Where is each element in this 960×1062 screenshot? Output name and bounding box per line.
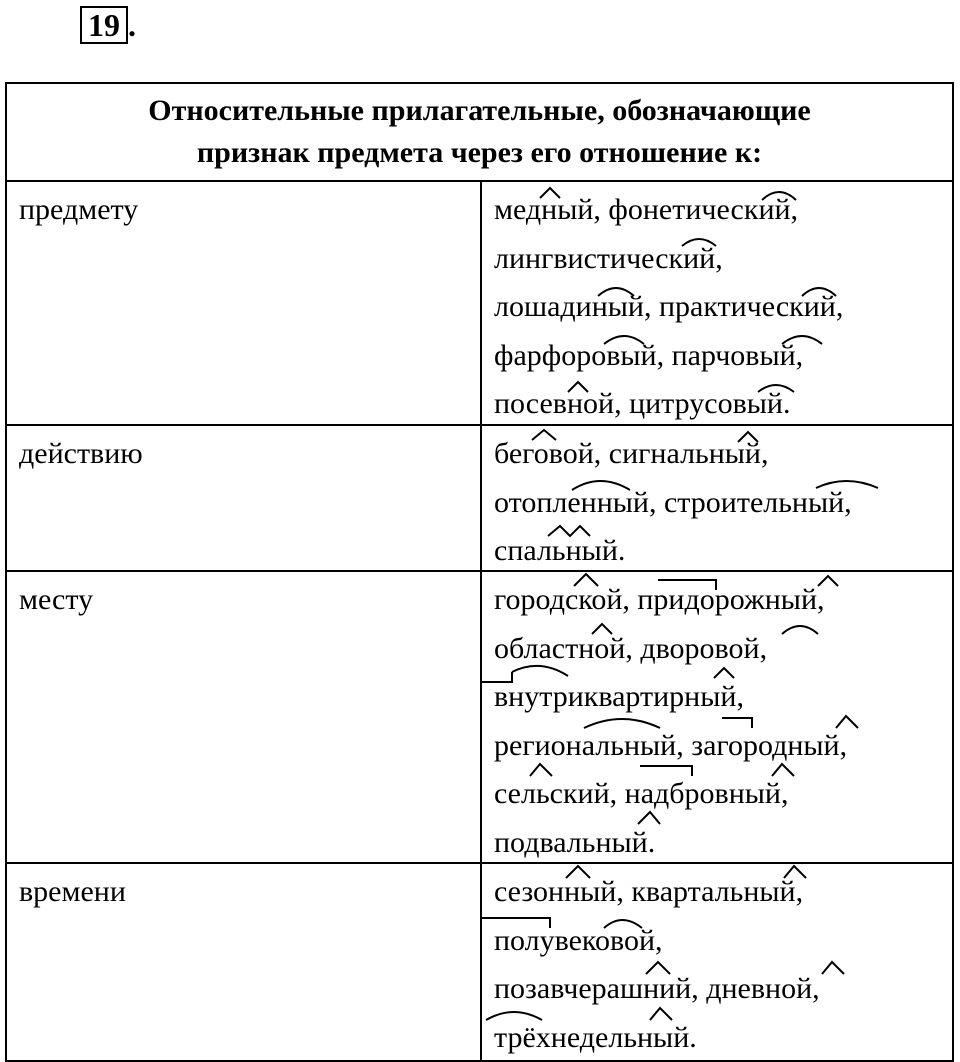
example-line: лошадиный, практический, — [494, 283, 952, 332]
example-line: спальный. — [494, 527, 952, 576]
exercise-number-box — [80, 6, 128, 44]
table-row — [7, 182, 952, 426]
category-cell: месту — [7, 572, 482, 862]
example-line: сезонный, квартальный, — [494, 868, 952, 917]
example-line: фарфоровый, парчовый, — [494, 332, 952, 381]
examples-cell — [482, 572, 952, 862]
example-line: лингвистический, — [494, 235, 952, 284]
category-cell: действию — [7, 426, 482, 570]
exercise-number — [80, 6, 136, 44]
category-cell: предмету — [7, 182, 482, 424]
examples-cell — [482, 426, 952, 570]
header-line-1: Относительные прилагательные, обозначающие — [7, 90, 952, 132]
example-line: беговой, сигнальный, — [494, 430, 952, 479]
exercise-number-suffix: . — [128, 7, 136, 43]
example-line: медный, фонетический, — [494, 186, 952, 235]
exercise-number-text: 19 — [88, 7, 120, 43]
header-line-2: признак предмета через его отношение к: — [7, 132, 952, 174]
example-line: трёхнедельный. — [494, 1014, 952, 1062]
example-line: подвальный. — [494, 819, 952, 868]
table-row — [7, 864, 952, 1060]
table-row — [7, 572, 952, 864]
example-line: внутриквартирный, — [494, 673, 952, 722]
category-cell: времени — [7, 864, 482, 1060]
examples-cell — [482, 182, 952, 424]
table-row — [7, 426, 952, 572]
table-header — [7, 84, 952, 182]
example-line: региональный, загородный, — [494, 722, 952, 771]
example-line: сельский, надбровный, — [494, 770, 952, 819]
example-line: отопленный, строительный, — [494, 479, 952, 528]
example-line: областной, дворовой, — [494, 625, 952, 674]
example-line: городской, придорожный, — [494, 576, 952, 625]
example-line: полувековой, — [494, 917, 952, 966]
example-line: позавчерашний, дневной, — [494, 965, 952, 1014]
example-line: посевной, цитрусовый. — [494, 380, 952, 429]
adjectives-table — [5, 82, 954, 1062]
examples-cell — [482, 864, 952, 1060]
